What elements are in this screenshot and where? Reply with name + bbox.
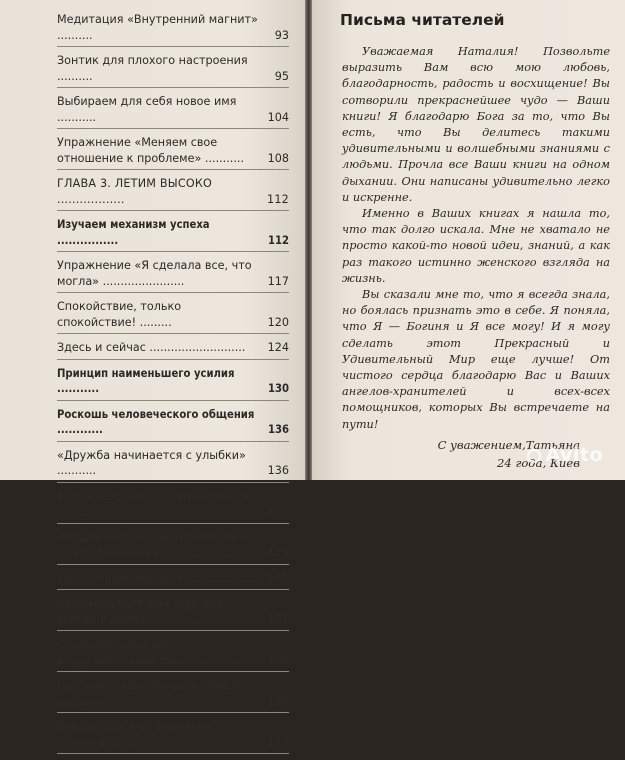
toc-entry-page: 130 [267, 382, 289, 395]
toc-entry [57, 53, 289, 84]
toc-divider [57, 441, 289, 442]
toc-entry-title: Лучшее проявление внимания — имя собеседника .................... [57, 530, 253, 559]
toc-entry-page: 155 [267, 694, 289, 708]
toc-entry-title: Изучаем механизм успеха ................ [57, 218, 210, 247]
toc-divider [57, 630, 289, 631]
toc-divider [57, 589, 289, 590]
toc-entry-page: 112 [267, 192, 289, 206]
toc-entry [57, 258, 289, 289]
toc-entry-page: 112 [267, 233, 289, 247]
right-page [312, 0, 625, 480]
toc-entry-title: Упражнение «Учимся улыбаться» .......... [57, 489, 257, 518]
toc-entry-title: Спокойствие, только спокойствие! ......... [57, 300, 182, 329]
toc-entry-title: «Дружба начинается с улыбки» ........... [57, 448, 246, 477]
letter-section-title: Письма читателей [340, 11, 505, 29]
toc-entry [57, 12, 289, 43]
toc-entry-title: ГЛАВА 3. ЛЕТИМ ВЫСОКО .................. [57, 177, 213, 206]
toc-entry-page: 104 [267, 110, 289, 124]
toc-entry-title: Здесь и сейчас ........................... [57, 341, 246, 354]
signature-details: 24 года, Киев [497, 456, 580, 470]
toc-divider [57, 400, 289, 401]
toc-entry [57, 176, 289, 207]
toc-entry-title: Призовите на помощь «тайных друзей» ........................ [57, 679, 242, 708]
toc-divider [57, 523, 289, 524]
signature-line: С уважением,Татьяна [437, 438, 580, 452]
toc-entry-title: Упражнение «Я сделала все, что могла» ....................... [57, 259, 252, 288]
toc-entry-title: Как спастись от Великого Герцога ......... [57, 720, 211, 749]
toc-entry-page: 153 [267, 653, 289, 667]
toc-divider [57, 753, 289, 754]
toc-entry-title: Роскошь человеческого общения ............ [57, 407, 255, 436]
toc-entry [57, 340, 289, 356]
toc-entry-page: 139 [267, 546, 289, 559]
toc-entry [57, 678, 289, 709]
toc-divider [57, 87, 289, 88]
watermark [527, 444, 603, 466]
toc-entry-page: 136 [267, 423, 289, 436]
toc-entry-page: 136 [267, 464, 289, 477]
toc-entry [57, 596, 289, 627]
toc-entry [57, 217, 289, 248]
toc-entry-page: 145 [267, 571, 289, 585]
letter-paragraph: Вы сказали мне то, что я всегда знала, но боялась признать это в себе. Я поняла, что Я — Богиня и Я все могу! И я могу сделать этот Прекрасный и Удивительный Мир еще лучше! От чистого сердца благодарю Вас и Ваших ангелов-хранителей и всех-всех помощников, которых Вы встречаете на пути! [342, 288, 610, 431]
toc-divider [57, 169, 289, 170]
toc-entry [57, 366, 289, 397]
toc-entry [57, 637, 289, 668]
toc-divider [57, 46, 289, 47]
toc-entry-title: Рекомендации фэн-шуй для успеха в делах ............. [57, 597, 224, 626]
toc-entry [57, 489, 289, 520]
toc-entry-page: 95 [274, 69, 289, 83]
toc-divider [57, 564, 289, 565]
toc-entry [57, 530, 289, 561]
toc-entry [57, 719, 289, 750]
toc-entry-page: 93 [274, 28, 289, 42]
toc-entry-title: Созидательная Ци и разрушительная Ша ...................... [57, 638, 261, 667]
letter-paragraph: Именно в Ваших книгах я нашла то, что так долго искала. Мне не хватало не просто какой-то новой идеи, знаний, а как раз такого истинно женского взгляда на жизнь. [342, 207, 610, 285]
toc-divider [57, 210, 289, 211]
toc-divider [57, 359, 289, 360]
toc-entry [57, 448, 289, 479]
toc-divider [57, 333, 289, 334]
toc-entry-page: 120 [267, 315, 289, 329]
toc-entry [57, 571, 289, 587]
letter-body [342, 44, 610, 433]
toc-entry-title: Упражнение «Меняем свое отношение к проблеме» ........... [57, 136, 245, 165]
toc-divider [57, 251, 289, 252]
toc-entry-title: Ты — отражение мое ..................... [57, 571, 261, 585]
avito-logo-icon [527, 449, 541, 463]
toc-entry-page: 157 [267, 735, 289, 749]
watermark-text: Avito [545, 444, 603, 466]
toc-entry-title: Медитация «Внутренний магнит» .......... [57, 13, 258, 42]
toc-entry-page: 108 [267, 151, 289, 165]
toc-entry [57, 299, 289, 330]
toc-divider [57, 671, 289, 672]
toc-entry [57, 94, 289, 125]
book-gutter [305, 0, 312, 480]
toc-entry [57, 135, 289, 166]
toc-entry-title: Принцип наименьшего усилия ........... [57, 366, 235, 395]
table-of-contents [57, 12, 289, 760]
toc-divider [57, 482, 289, 483]
toc-entry-page: 117 [267, 274, 289, 288]
toc-entry-page: 152 [267, 612, 289, 626]
toc-entry [57, 407, 289, 438]
toc-entry-page: 137 [267, 505, 289, 518]
toc-divider [57, 712, 289, 713]
toc-divider [57, 292, 289, 293]
left-page [0, 0, 305, 749]
toc-entry-title: Выбираем для себя новое имя ........... [57, 95, 237, 124]
letter-paragraph: Уважаемая Наталия! Позвольте выразить Вам всю мою любовь, благодарность, радость и восхищение! Вы сотворили прекраснейшее чудо — Ваши книги! Я благодарю Бога за то, что Вы есть, что Вы делитесь такими удивительными и волшебными знаниями с людьми. Прочла все Ваши книги на одном дыхании. Они написаны удивительно легко и искренне. [342, 45, 610, 204]
toc-entry-title: Зонтик для плохого настроения .......... [57, 54, 248, 83]
toc-entry-page: 124 [267, 341, 289, 354]
toc-divider [57, 128, 289, 129]
